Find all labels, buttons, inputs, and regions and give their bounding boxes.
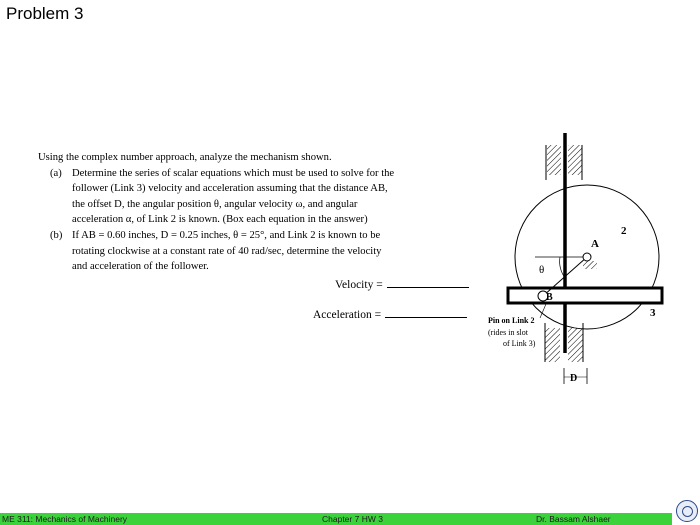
label-B: B (546, 292, 553, 303)
part-a-line-1: Determine the series of scalar equations which must be used to solve for the (72, 167, 395, 179)
pivot-A-ground (583, 261, 597, 269)
part-a-label: (a) (50, 167, 62, 179)
ground-bottom-right (568, 328, 583, 362)
pivot-A (583, 253, 591, 261)
part-a-line-2: follower (Link 3) velocity and acceleration assuming that the distance AB, (72, 183, 388, 195)
part-b-label: (b) (50, 229, 63, 241)
pin-note-line-3: of Link 3) (503, 339, 536, 348)
label-A: A (591, 238, 599, 250)
part-b-line-1: If AB = 0.60 inches, D = 0.25 inches, θ = 25°, and Link 2 is known to be (72, 229, 381, 241)
pin-note-line-1: Pin on Link 2 (488, 316, 535, 325)
velocity-label: Velocity = (335, 279, 383, 291)
label-link-2: 2 (621, 225, 627, 237)
label-theta: θ (539, 264, 545, 276)
footer-chapter: Chapter 7 HW 3 (322, 514, 383, 524)
slide-title: Problem 3 (6, 4, 84, 23)
label-D: D (570, 373, 578, 384)
part-b-line-3: and acceleration of the follower. (72, 261, 209, 273)
pin-note-line-2: (rides in slot (488, 328, 528, 337)
ground-top-left (547, 145, 561, 175)
ground-bottom-left (545, 328, 560, 362)
acceleration-label: Acceleration = (313, 309, 382, 321)
ground-top-right (568, 145, 582, 175)
part-b-line-2: rotating clockwise at a constant rate of 40 rad/sec, determine the velocity (72, 245, 382, 257)
label-link-3: 3 (650, 307, 656, 319)
part-a-line-4: acceleration α, of Link 2 is known. (Box each equation in the answer) (72, 214, 368, 226)
problem-intro: Using the complex number approach, analyze the mechanism shown. (38, 152, 332, 163)
link-3-slot (508, 288, 662, 303)
footer-bar (0, 513, 672, 525)
footer-course: ME 311: Mechanics of Machinery (2, 514, 128, 524)
part-a-line-3: the offset D, the angular position θ, angular velocity ω, and angular (72, 198, 358, 210)
university-seal-icon (676, 500, 698, 522)
footer-instructor: Dr. Bassam Alshaer (536, 514, 611, 524)
